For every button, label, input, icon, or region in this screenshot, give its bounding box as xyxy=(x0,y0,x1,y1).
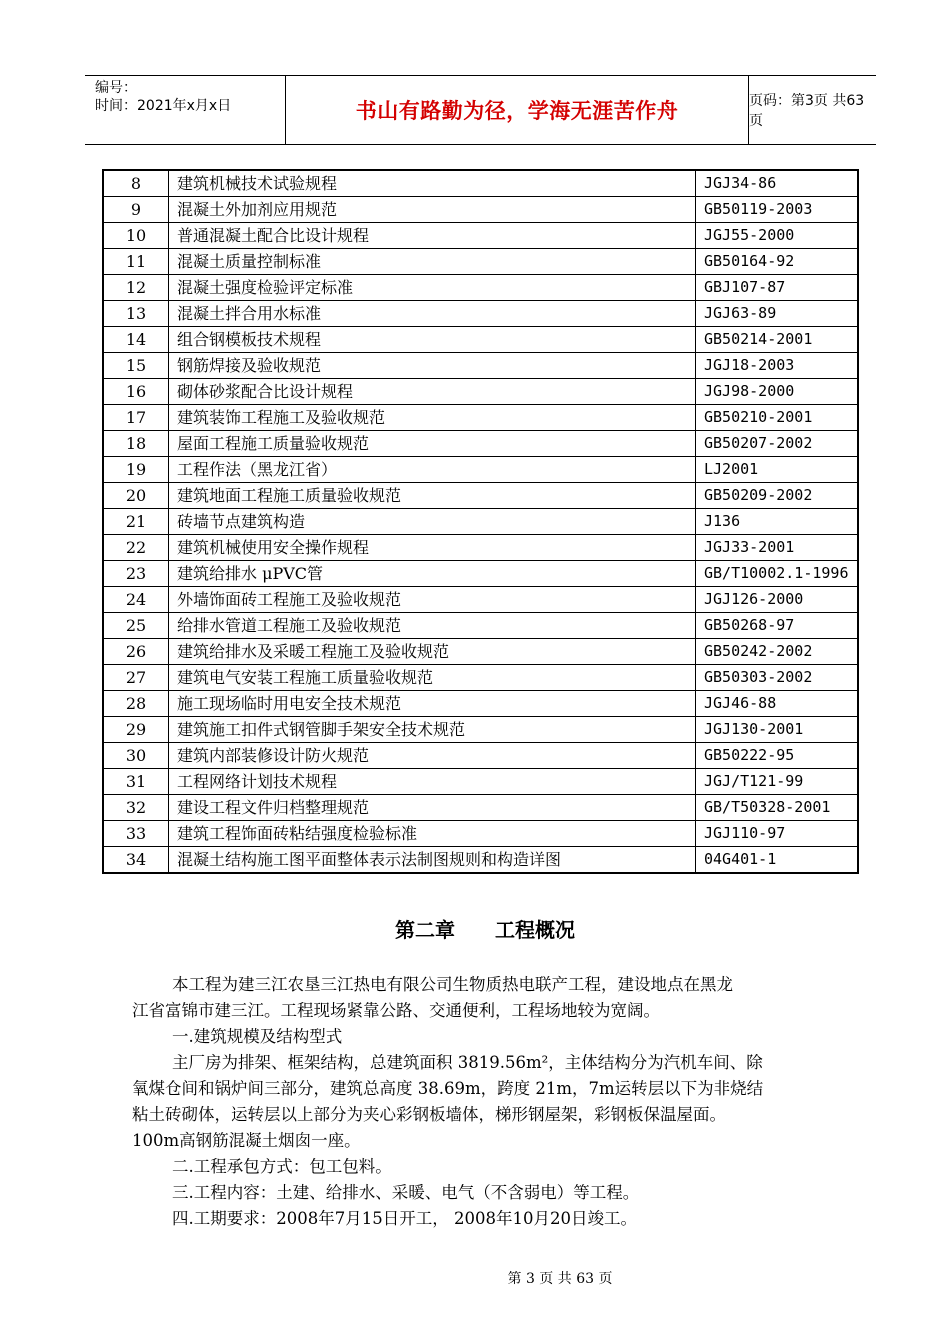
standard-code: JGJ18-2003 xyxy=(696,353,859,379)
standard-code: JGJ98-2000 xyxy=(696,379,859,405)
standard-code: JGJ63-89 xyxy=(696,301,859,327)
header-meta xyxy=(85,76,285,144)
standard-title: 组合钢模板技术规程 xyxy=(169,327,696,353)
page-header xyxy=(85,75,876,145)
table-row xyxy=(103,249,858,275)
section-heading: 一.建筑规模及结构型式 xyxy=(172,1027,343,1046)
standard-title: 施工现场临时用电安全技术规范 xyxy=(169,691,696,717)
row-number: 15 xyxy=(103,353,169,379)
row-number: 29 xyxy=(103,717,169,743)
table-row xyxy=(103,769,858,795)
row-number: 23 xyxy=(103,561,169,587)
time-label: 时间：2021年x月x日 xyxy=(95,98,232,114)
standard-title: 建筑电气安装工程施工质量验收规范 xyxy=(169,665,696,691)
standard-title: 建筑内部装修设计防火规范 xyxy=(169,743,696,769)
standard-title: 外墙饰面砖工程施工及验收规范 xyxy=(169,587,696,613)
chapter-title: 工程概况 xyxy=(495,918,575,942)
row-number: 18 xyxy=(103,431,169,457)
row-number: 28 xyxy=(103,691,169,717)
table-row xyxy=(103,613,858,639)
standard-code: GB/T10002.1-1996 xyxy=(696,561,859,587)
standard-code: GB50209-2002 xyxy=(696,483,859,509)
table-row xyxy=(103,327,858,353)
body-line: 氧煤仓间和锅炉间三部分，建筑总高度 38.69m，跨度 21m，7m运转层以下为非烧结 xyxy=(132,1079,764,1098)
standard-code: GB50207-2002 xyxy=(696,431,859,457)
standard-code: 04G401-1 xyxy=(696,847,859,874)
table-row xyxy=(103,561,858,587)
table-row xyxy=(103,795,858,821)
table-row xyxy=(103,639,858,665)
standard-title: 混凝土拌合用水标准 xyxy=(169,301,696,327)
row-number: 30 xyxy=(103,743,169,769)
standard-title: 工程作法（黑龙江省） xyxy=(169,457,696,483)
standard-title: 建筑施工扣件式钢管脚手架安全技术规范 xyxy=(169,717,696,743)
standard-title: 建筑给排水 μPVC管 xyxy=(169,561,696,587)
chapter-heading xyxy=(0,914,950,943)
table-row xyxy=(103,275,858,301)
row-number: 16 xyxy=(103,379,169,405)
standard-title: 普通混凝土配合比设计规程 xyxy=(169,223,696,249)
row-number: 21 xyxy=(103,509,169,535)
table-row xyxy=(103,665,858,691)
page-footer: 第 3 页 共 63 页 xyxy=(507,1271,613,1287)
standard-title: 钢筋焊接及验收规范 xyxy=(169,353,696,379)
standard-code: JGJ55-2000 xyxy=(696,223,859,249)
table-row xyxy=(103,301,858,327)
table-row xyxy=(103,170,858,197)
standard-title: 屋面工程施工质量验收规范 xyxy=(169,431,696,457)
standard-title: 建筑地面工程施工质量验收规范 xyxy=(169,483,696,509)
row-number: 11 xyxy=(103,249,169,275)
table-row xyxy=(103,197,858,223)
row-number: 25 xyxy=(103,613,169,639)
standard-title: 混凝土质量控制标准 xyxy=(169,249,696,275)
standard-code: GB50303-2002 xyxy=(696,665,859,691)
standard-code: GB50268-97 xyxy=(696,613,859,639)
table-row xyxy=(103,379,858,405)
standard-code: JGJ46-88 xyxy=(696,691,859,717)
standard-code: JGJ34-86 xyxy=(696,170,859,197)
standard-code: JGJ110-97 xyxy=(696,821,859,847)
row-number: 19 xyxy=(103,457,169,483)
table-row xyxy=(103,353,858,379)
standard-title: 建筑机械技术试验规程 xyxy=(169,170,696,197)
table-row xyxy=(103,821,858,847)
row-number: 26 xyxy=(103,639,169,665)
body-line: 三.工程内容：土建、给排水、采暖、电气（不含弱电）等工程。 xyxy=(172,1183,640,1202)
row-number: 34 xyxy=(103,847,169,874)
table-row xyxy=(103,431,858,457)
standard-code: GBJ107-87 xyxy=(696,275,859,301)
row-number: 27 xyxy=(103,665,169,691)
row-number: 31 xyxy=(103,769,169,795)
standard-title: 建筑机械使用安全操作规程 xyxy=(169,535,696,561)
table-row xyxy=(103,717,858,743)
standard-title: 砌体砂浆配合比设计规程 xyxy=(169,379,696,405)
standard-title: 给排水管道工程施工及验收规范 xyxy=(169,613,696,639)
table-row xyxy=(103,457,858,483)
standard-title: 建筑装饰工程施工及验收规范 xyxy=(169,405,696,431)
row-number: 32 xyxy=(103,795,169,821)
body-line: 100m高钢筋混凝土烟囱一座。 xyxy=(132,1131,361,1150)
standard-title: 混凝土外加剂应用规范 xyxy=(169,197,696,223)
table-row xyxy=(103,405,858,431)
standard-title: 建设工程文件归档整理规范 xyxy=(169,795,696,821)
row-number: 22 xyxy=(103,535,169,561)
row-number: 24 xyxy=(103,587,169,613)
body-line: 粘土砖砌体，运转层以上部分为夹心彩钢板墙体，梯形钢屋架，彩钢板保温屋面。 xyxy=(132,1105,726,1124)
table-row xyxy=(103,535,858,561)
row-number: 33 xyxy=(103,821,169,847)
standard-title: 砖墙节点建筑构造 xyxy=(169,509,696,535)
standard-title: 混凝土结构施工图平面整体表示法制图规则和构造详图 xyxy=(169,847,696,874)
body-line: 四.工期要求：2008年7月15日开工， 2008年10月20日竣工。 xyxy=(172,1209,637,1228)
standard-code: GB50222-95 xyxy=(696,743,859,769)
standard-code: JGJ130-2001 xyxy=(696,717,859,743)
standard-title: 混凝土强度检验评定标准 xyxy=(169,275,696,301)
body-line: 二.工程承包方式：包工包料。 xyxy=(172,1157,392,1176)
standard-code: GB50242-2002 xyxy=(696,639,859,665)
chapter-number: 第二章 xyxy=(395,918,455,942)
standard-code: GB50210-2001 xyxy=(696,405,859,431)
standards-table xyxy=(102,169,859,874)
row-number: 8 xyxy=(103,170,169,197)
standard-code: JGJ33-2001 xyxy=(696,535,859,561)
row-number: 9 xyxy=(103,197,169,223)
standard-code: JGJ126-2000 xyxy=(696,587,859,613)
body-line: 主厂房为排架、框架结构，总建筑面积 3819.56m²，主体结构分为汽机车间、除 xyxy=(172,1053,763,1072)
body-line: 江省富锦市建三江。工程现场紧靠公路、交通便利，工程场地较为宽阔。 xyxy=(132,1001,660,1020)
standard-title: 建筑给排水及采暖工程施工及验收规范 xyxy=(169,639,696,665)
standard-code: GB50164-92 xyxy=(696,249,859,275)
standard-title: 工程网络计划技术规程 xyxy=(169,769,696,795)
standard-code: LJ2001 xyxy=(696,457,859,483)
standard-code: GB50214-2001 xyxy=(696,327,859,353)
row-number: 12 xyxy=(103,275,169,301)
row-number: 20 xyxy=(103,483,169,509)
table-row xyxy=(103,691,858,717)
body-line: 本工程为建三江农垦三江热电有限公司生物质热电联产工程，建设地点在黑龙 xyxy=(172,975,733,994)
row-number: 13 xyxy=(103,301,169,327)
row-number: 10 xyxy=(103,223,169,249)
standard-code: J136 xyxy=(696,509,859,535)
table-row xyxy=(103,847,858,874)
standard-code: GB50119-2003 xyxy=(696,197,859,223)
number-label: 编号： xyxy=(95,80,137,96)
row-number: 14 xyxy=(103,327,169,353)
table-row xyxy=(103,483,858,509)
header-motto: 书山有路勤为径，学海无涯苦作舟 xyxy=(285,76,749,144)
table-row xyxy=(103,509,858,535)
table-row xyxy=(103,743,858,769)
standard-code: JGJ/T121-99 xyxy=(696,769,859,795)
table-row xyxy=(103,587,858,613)
standard-code: GB/T50328-2001 xyxy=(696,795,859,821)
table-row xyxy=(103,223,858,249)
row-number: 17 xyxy=(103,405,169,431)
standard-title: 建筑工程饰面砖粘结强度检验标准 xyxy=(169,821,696,847)
header-page-label: 页码：第3页 共63页 xyxy=(749,93,865,129)
